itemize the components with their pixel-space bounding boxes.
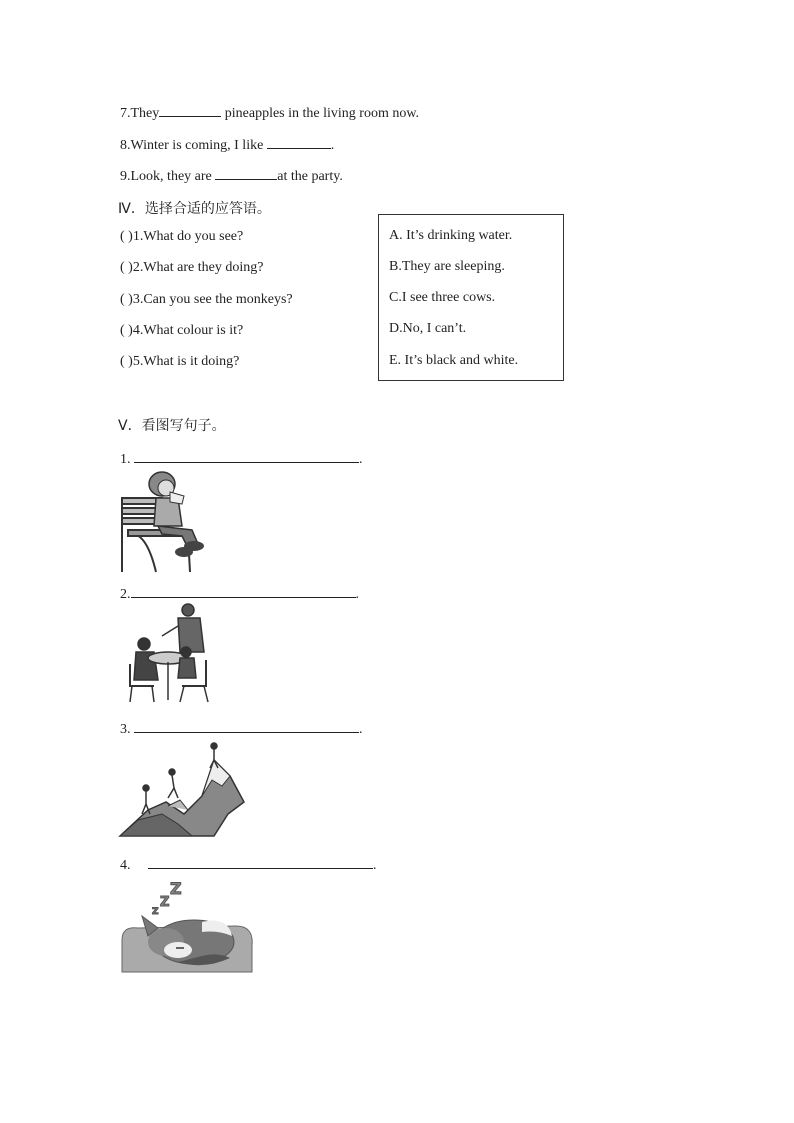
answer-options-box	[378, 214, 564, 381]
answer-paren-5[interactable]: ( )	[120, 354, 133, 369]
answer-blank-8[interactable]	[267, 136, 331, 149]
girl-drinking-picture	[118, 468, 210, 576]
sleep-z-icon: Z	[152, 907, 159, 917]
question-7	[120, 104, 419, 122]
answer-paren-1[interactable]: ( )	[120, 229, 133, 244]
answer-blank-9[interactable]	[215, 167, 277, 180]
match-question-4	[120, 323, 243, 339]
match-question-text: 4.What colour is it?	[132, 323, 244, 338]
match-question-1	[120, 229, 243, 245]
option-b: B.They are sleeping.	[389, 259, 505, 274]
match-question-2	[120, 260, 263, 276]
item-end: .	[355, 587, 359, 602]
answer-blank-7[interactable]	[159, 104, 221, 117]
answer-paren-4[interactable]: ( )	[120, 323, 133, 338]
option-e: E. It’s black and white.	[389, 353, 519, 368]
option-d: D.No, I can’t.	[389, 321, 467, 336]
write-line-3[interactable]	[134, 718, 359, 733]
question-8-prefix: 8.Winter is coming, I like	[120, 138, 267, 153]
sleeping-cat-picture	[118, 876, 258, 976]
question-8	[120, 136, 334, 154]
match-question-text: 3.Can you see the monkeys?	[132, 292, 293, 307]
item-number: 2.	[120, 587, 131, 602]
question-9-suffix: at the party.	[277, 169, 343, 184]
write-item-2	[120, 583, 359, 603]
option-a: A. It’s drinking water.	[389, 228, 513, 243]
section-5-heading: Ⅴ．看图写句子。	[118, 418, 226, 434]
section-4-heading: Ⅳ．选择合适的应答语。	[118, 201, 271, 217]
item-end: .	[373, 858, 377, 873]
match-question-3	[120, 292, 293, 308]
question-7-suffix: pineapples in the living room now.	[221, 106, 420, 121]
item-end: .	[359, 722, 363, 737]
write-line-2[interactable]	[131, 583, 356, 598]
write-item-3	[120, 718, 363, 738]
match-question-text: 5.What is it doing?	[132, 354, 240, 369]
question-8-suffix: .	[330, 138, 335, 153]
answer-paren-3[interactable]: ( )	[120, 292, 133, 307]
question-7-prefix: 7.They	[120, 106, 160, 121]
match-question-text: 1.What do you see?	[132, 229, 244, 244]
sleep-z-icon: Z	[170, 879, 182, 898]
sleep-z-icon: Z	[160, 895, 170, 910]
option-c: C.I see three cows.	[389, 290, 496, 305]
item-end: .	[359, 452, 363, 467]
match-question-5	[120, 354, 239, 370]
write-line-1[interactable]	[134, 448, 359, 463]
question-9	[120, 167, 343, 185]
match-question-text: 2.What are they doing?	[132, 260, 264, 275]
answer-paren-2[interactable]: ( )	[120, 260, 133, 275]
item-number: 1.	[120, 452, 131, 467]
write-line-4[interactable]	[148, 854, 373, 869]
write-item-4	[120, 854, 377, 874]
question-9-prefix: 9.Look, they are	[120, 169, 216, 184]
item-number: 4.	[120, 858, 131, 873]
write-item-1	[120, 448, 363, 468]
item-number: 3.	[120, 722, 131, 737]
mountain-climbing-picture	[118, 740, 248, 840]
family-eating-picture	[124, 602, 216, 706]
